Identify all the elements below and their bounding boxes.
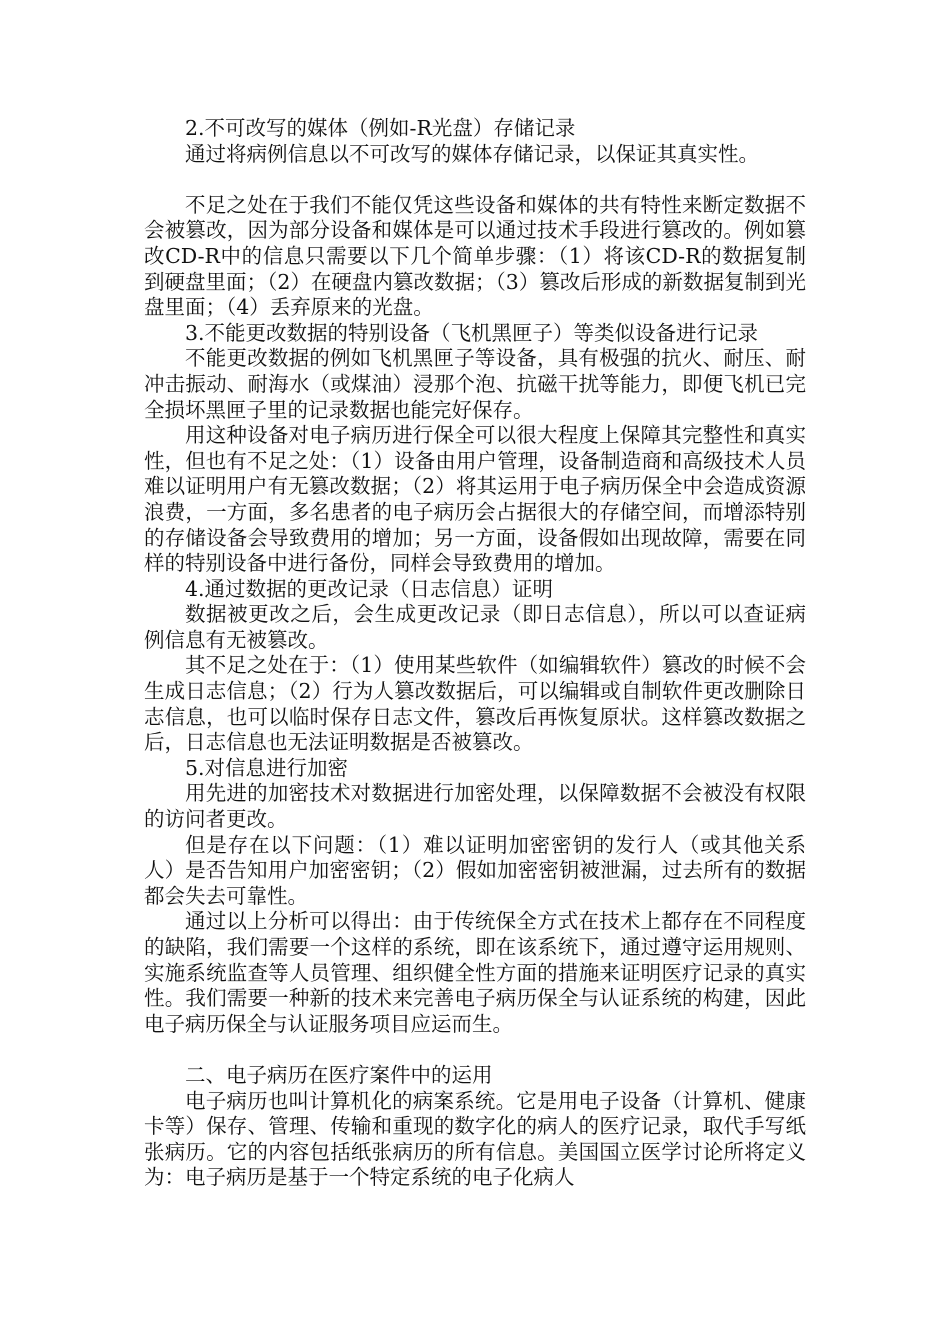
paragraph: 用这种设备对电子病历进行保全可以很大程度上保障其完整性和真实性，但也有不足之处：（1）设备由用户管理，设备制造商和高级技术人员难以证明用户有无篡改数据；（2）将其运用于电子病历保全中会造成资源浪费，一方面，多名患者的电子病历会占据很大的存储空间，而增添特别的存储设备会导致费用的增加；另一方面，设备假如出现故障，需要在同样的特别设备中进行备份，同样会导致费用的增加。 xyxy=(144,423,806,576)
section-heading-5: 5.对信息进行加密 xyxy=(185,755,349,780)
paragraph: 不足之处在于我们不能仅凭这些设备和媒体的共有特性来断定数据不会被篡改，因为部分设备和媒体是可以通过技术手段进行篡改的。例如篡改CD-R中的信息只需要以下几个简单步骤：（1）将该CD-R的数据复制到硬盘里面；（2）在硬盘内篡改数据；（3）篡改后形成的新数据复制到光盘里面；（4）丢弃原来的光盘。 xyxy=(144,192,806,320)
paragraph: 用先进的加密技术对数据进行加密处理，以保障数据不会被没有权限的访问者更改。 xyxy=(144,781,806,832)
section-heading-3: 3.不能更改数据的特别设备（飞机黑匣子）等类似设备进行记录 xyxy=(185,320,759,345)
blank-line xyxy=(144,1037,806,1063)
section-heading-4: 4.通过数据的更改记录（日志信息）证明 xyxy=(185,576,554,601)
paragraph: 通过以上分析可以得出：由于传统保全方式在技术上都存在不同程度的缺陷，我们需要一个这样的系统，即在该系统下，通过遵守运用规则、实施系统监查等人员管理、组织健全性方面的措施来证明医疗记录的真实性。我们需要一种新的技术来完善电子病历保全与认证系统的构建，因此电子病历保全与认证服务项目应运而生。 xyxy=(144,909,806,1036)
chapter-heading-2: 二、电子病历在医疗案件中的运用 xyxy=(185,1062,493,1087)
paragraph: 不能更改数据的例如飞机黑匣子等设备，具有极强的抗火、耐压、耐冲击振动、耐海水（或煤油）浸那个泡、抗磁干扰等能力，即便飞机已完全损坏黑匣子里的记录数据也能完好保存。 xyxy=(144,346,806,422)
paragraph: 通过将病例信息以不可改写的媒体存储记录，以保证其真实性。 xyxy=(185,141,759,166)
paragraph: 电子病历也叫计算机化的病案系统。它是用电子设备（计算机、健康卡等）保存、管理、传输和重现的数字化的病人的医疗记录，取代手写纸张病历。它的内容包括纸张病历的所有信息。美国国立医学讨论所将定义为：电子病历是基于一个特定系统的电子化病人 xyxy=(144,1088,806,1190)
paragraph: 数据被更改之后，会生成更改记录（即日志信息），所以可以查证病例信息有无被篡改。 xyxy=(144,602,806,652)
section-heading-2: 2.不可改写的媒体（例如-R光盘）存储记录 xyxy=(185,116,576,140)
paragraph: 其不足之处在于：（1）使用某些软件（如编辑软件）篡改的时候不会生成日志信息；（2）行为人篡改数据后，可以编辑或自制软件更改删除日志信息，也可以临时保存日志文件，篡改后再恢复原状。这样篡改数据之后，日志信息也无法证明数据是否被篡改。 xyxy=(144,653,806,755)
paragraph: 但是存在以下问题：（1）难以证明加密密钥的发行人（或其他关系人）是否告知用户加密密钥；（2）假如加密密钥被泄漏，过去所有的数据都会失去可靠性。 xyxy=(144,832,806,908)
blank-line xyxy=(144,167,806,193)
document-body xyxy=(144,116,806,1191)
